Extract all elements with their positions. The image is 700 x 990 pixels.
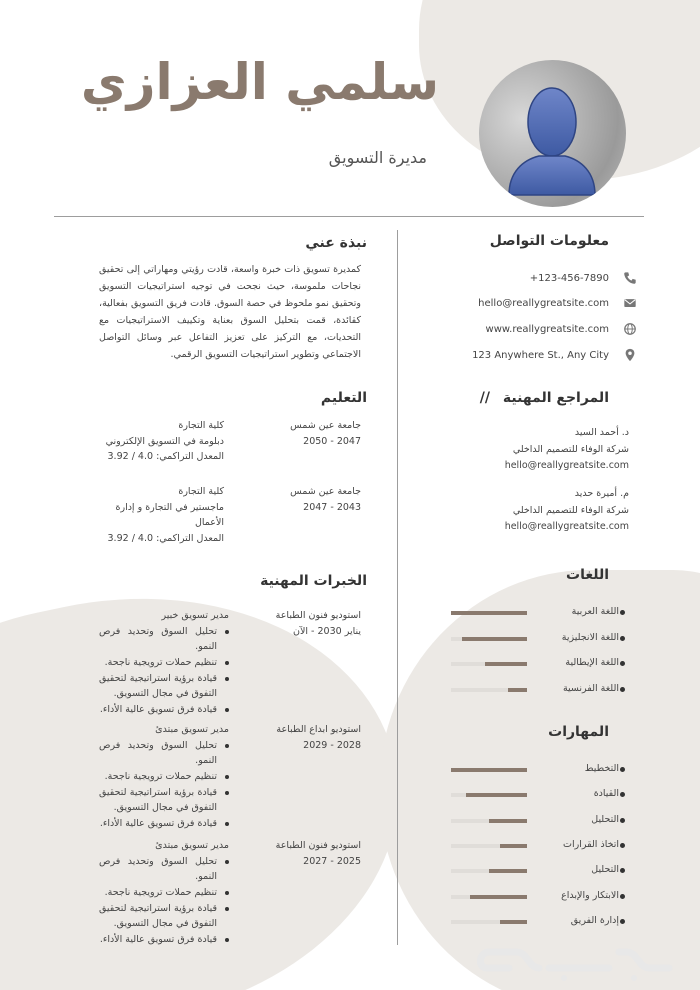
bullet-icon: [621, 792, 626, 797]
language-item: [452, 657, 642, 671]
level-bar-fill: [490, 819, 528, 823]
references-heading-prefix: //: [480, 390, 492, 406]
contact-address: [470, 345, 638, 365]
education-heading: التعليم: [321, 390, 368, 406]
level-bar-track: [452, 895, 528, 899]
reference-company: شركة الوفاء للتصميم الداخلي: [513, 504, 630, 516]
experience-3-company: [270, 838, 362, 869]
header-divider: [55, 216, 645, 217]
contact-website: [470, 319, 638, 339]
skill-label: التحليل: [592, 813, 620, 825]
profile-photo: [480, 60, 627, 207]
bullet-icon: [621, 636, 626, 641]
company-name: استوديو فنون الطباعة: [276, 840, 362, 851]
level-bar-fill: [509, 688, 528, 692]
level-bar-fill: [501, 844, 528, 848]
level-bar-track: [452, 844, 528, 848]
skill-item: [452, 788, 642, 802]
experience-bullet: قيادة برؤية استراتيجية لتحقيق التفوق في مجال التسويق.: [100, 671, 230, 702]
degree: ماجستير في التجارة و إدارة الأعمال: [116, 501, 225, 529]
experience-bullet: تنظيم حملات ترويجية ناجحة.: [100, 769, 230, 785]
reference-name: د. أحمد السيد: [575, 427, 630, 438]
bullet-icon: [621, 919, 626, 924]
experience-1-details: [100, 608, 230, 718]
about-heading: نبذة عني: [306, 235, 368, 251]
location-icon: [624, 348, 638, 362]
gpa-label: المعدل التراكمي:: [157, 451, 225, 463]
bullet-icon: [621, 894, 626, 899]
experience-2-details: [100, 722, 230, 832]
role-title: مدير تسويق مبتدئ: [156, 840, 230, 851]
contact-phone-text: +123-456-7890: [530, 272, 610, 284]
avatar-silhouette-icon: [480, 60, 627, 207]
contact-email: [470, 293, 638, 313]
reference-company: شركة الوفاء للتصميم الداخلي: [513, 443, 630, 455]
level-bar-fill: [490, 869, 528, 873]
education-1-university: [280, 418, 362, 449]
level-bar-track: [452, 819, 528, 823]
education-2-details: [100, 484, 225, 547]
level-bar-track: [452, 920, 528, 924]
experience-bullet: تحليل السوق وتحديد فرص النمو.: [100, 738, 230, 769]
education-2-university: [280, 484, 362, 515]
experience-2-company: [270, 722, 362, 753]
references-heading-text: المراجع المهنية: [503, 390, 610, 406]
phone-icon: [624, 271, 638, 285]
level-bar-track: [452, 637, 528, 641]
contact-heading: معلومات التواصل: [490, 233, 610, 249]
about-text: كمديرة تسويق ذات خبرة واسعة، قادت رؤيتي ومهاراتي إلى تحقيق نجاحات ملموسة، حيث نجحت في توجيه استراتيجيات التسويق وتحقيق نمو ملحوظ في حصة السوق. قادت فريق التسويق بفعالية، كقائدة، قمت بتحليل السوق بعناية وتكييف الاستراتيجيات مع التحديات، مع التركيز على تعزيز التفاعل عبر وسائل التواصل الاجتماعي وتطوير استراتيجيات التسويق الرقمي.: [100, 264, 362, 360]
bullet-icon: [621, 610, 626, 615]
contact-email-text[interactable]: hello@reallygreatsite.com: [479, 297, 610, 309]
skill-item: [452, 763, 642, 777]
level-bar-track: [452, 768, 528, 772]
level-bar-track: [452, 793, 528, 797]
role-title: مدير تسويق مبتدئ: [156, 724, 230, 735]
column-divider: [398, 230, 399, 945]
language-label: اللغة الفرنسية: [563, 682, 620, 694]
gpa-label: المعدل التراكمي:: [157, 533, 225, 545]
skill-item: [452, 915, 642, 929]
faculty: كلية التجارة: [179, 420, 225, 431]
skill-item: [452, 814, 642, 828]
education-years: 2043 - 2047: [304, 501, 362, 513]
skill-item: [452, 890, 642, 904]
language-item: [452, 683, 642, 697]
level-bar-track: [452, 662, 528, 666]
education-years: 2047 - 2050: [304, 435, 362, 447]
bullet-icon: [621, 843, 626, 848]
skill-label: الابتكار والإبداع: [562, 889, 620, 901]
level-bar-track: [452, 611, 528, 615]
experience-bullet: تنظيم حملات ترويجية ناجحة.: [100, 885, 230, 901]
reference-email[interactable]: hello@reallygreatsite.com: [505, 521, 630, 533]
watermark-logo-icon: [470, 938, 680, 982]
experience-bullet: قيادة فرق تسويق عالية الأداء.: [100, 816, 230, 832]
reference-2: [470, 486, 630, 536]
experience-bullet: قيادة فرق تسويق عالية الأداء.: [100, 702, 230, 718]
skill-item: [452, 839, 642, 853]
experience-bullet: قيادة برؤية استراتيجية لتحقيق التفوق في مجال التسويق.: [100, 785, 230, 816]
resume-name: سلمي العزازي: [81, 53, 440, 111]
skill-label: القيادة: [594, 788, 620, 800]
level-bar-fill: [467, 793, 528, 797]
experience-period: 2028 - 2029: [304, 739, 362, 751]
skill-label: التحليل: [592, 864, 620, 876]
skill-label: التخطيط: [585, 763, 620, 774]
language-item: [452, 606, 642, 620]
skills-heading: المهارات: [549, 724, 610, 740]
skill-label: اتخاذ القرارات: [564, 838, 620, 850]
bullet-icon: [621, 868, 626, 873]
reference-name: م. أميرة حديد: [575, 488, 630, 499]
level-bar-fill: [452, 768, 528, 772]
bullet-icon: [621, 687, 626, 692]
references-heading: [481, 390, 610, 406]
bullet-icon: [621, 661, 626, 666]
skill-label: إدارة الفريق: [571, 914, 620, 926]
reference-1: [470, 425, 630, 475]
experience-bullet: قيادة برؤية استراتيجية لتحقيق التفوق في مجال التسويق.: [100, 901, 230, 932]
experience-heading: الخبرات المهنية: [261, 573, 368, 589]
faculty: كلية التجارة: [179, 486, 225, 497]
gpa-value: 3.92 / 4.0: [108, 451, 155, 463]
language-label: اللغة الانجليزية: [562, 631, 620, 643]
experience-1-company: [270, 608, 362, 639]
reference-email[interactable]: hello@reallygreatsite.com: [505, 460, 630, 472]
level-bar-fill: [471, 895, 528, 899]
globe-icon: [624, 322, 638, 336]
level-bar-fill: [452, 611, 528, 615]
experience-period: 2025 - 2027: [304, 855, 362, 867]
level-bar-fill: [463, 637, 528, 641]
level-bar-fill: [486, 662, 528, 666]
mail-icon: [624, 296, 638, 310]
company-name: استوديو فنون الطباعة: [276, 610, 362, 621]
experience-bullet: تحليل السوق وتحديد فرص النمو.: [100, 854, 230, 885]
gpa-value: 3.92 / 4.0: [108, 533, 155, 545]
education-1-details: [100, 418, 225, 465]
company-name: استوديو ابداع الطباعة: [277, 724, 362, 735]
job-title: مديرة التسويق: [329, 148, 428, 167]
experience-period: يناير 2030 - الآن: [293, 625, 362, 637]
contact-phone: [470, 268, 638, 288]
language-label: اللغة الإيطالية: [566, 657, 620, 668]
contact-website-text[interactable]: www.reallygreatsite.com: [486, 323, 610, 335]
university-name: جامعة عين شمس: [291, 486, 362, 497]
bullet-icon: [621, 767, 626, 772]
experience-bullet: قيادة فرق تسويق عالية الأداء.: [100, 932, 230, 948]
role-title: مدير تسويق خبير: [162, 610, 230, 621]
languages-heading: اللغات: [567, 567, 610, 583]
gpa-line: [100, 449, 225, 465]
experience-bullet: تحليل السوق وتحديد فرص النمو.: [100, 624, 230, 655]
experience-bullet: تنظيم حملات ترويجية ناجحة.: [100, 655, 230, 671]
university-name: جامعة عين شمس: [291, 420, 362, 431]
skill-item: [452, 864, 642, 878]
level-bar-track: [452, 688, 528, 692]
bullet-icon: [621, 818, 626, 823]
degree: دبلومة في التسويق الإلكتروني: [106, 435, 225, 447]
language-item: [452, 632, 642, 646]
level-bar-fill: [501, 920, 528, 924]
gpa-line: [100, 531, 225, 547]
contact-address-text: 123 Anywhere St., Any City: [473, 349, 610, 361]
language-label: اللغة العربية: [572, 606, 620, 617]
level-bar-track: [452, 869, 528, 873]
experience-3-details: [100, 838, 230, 948]
